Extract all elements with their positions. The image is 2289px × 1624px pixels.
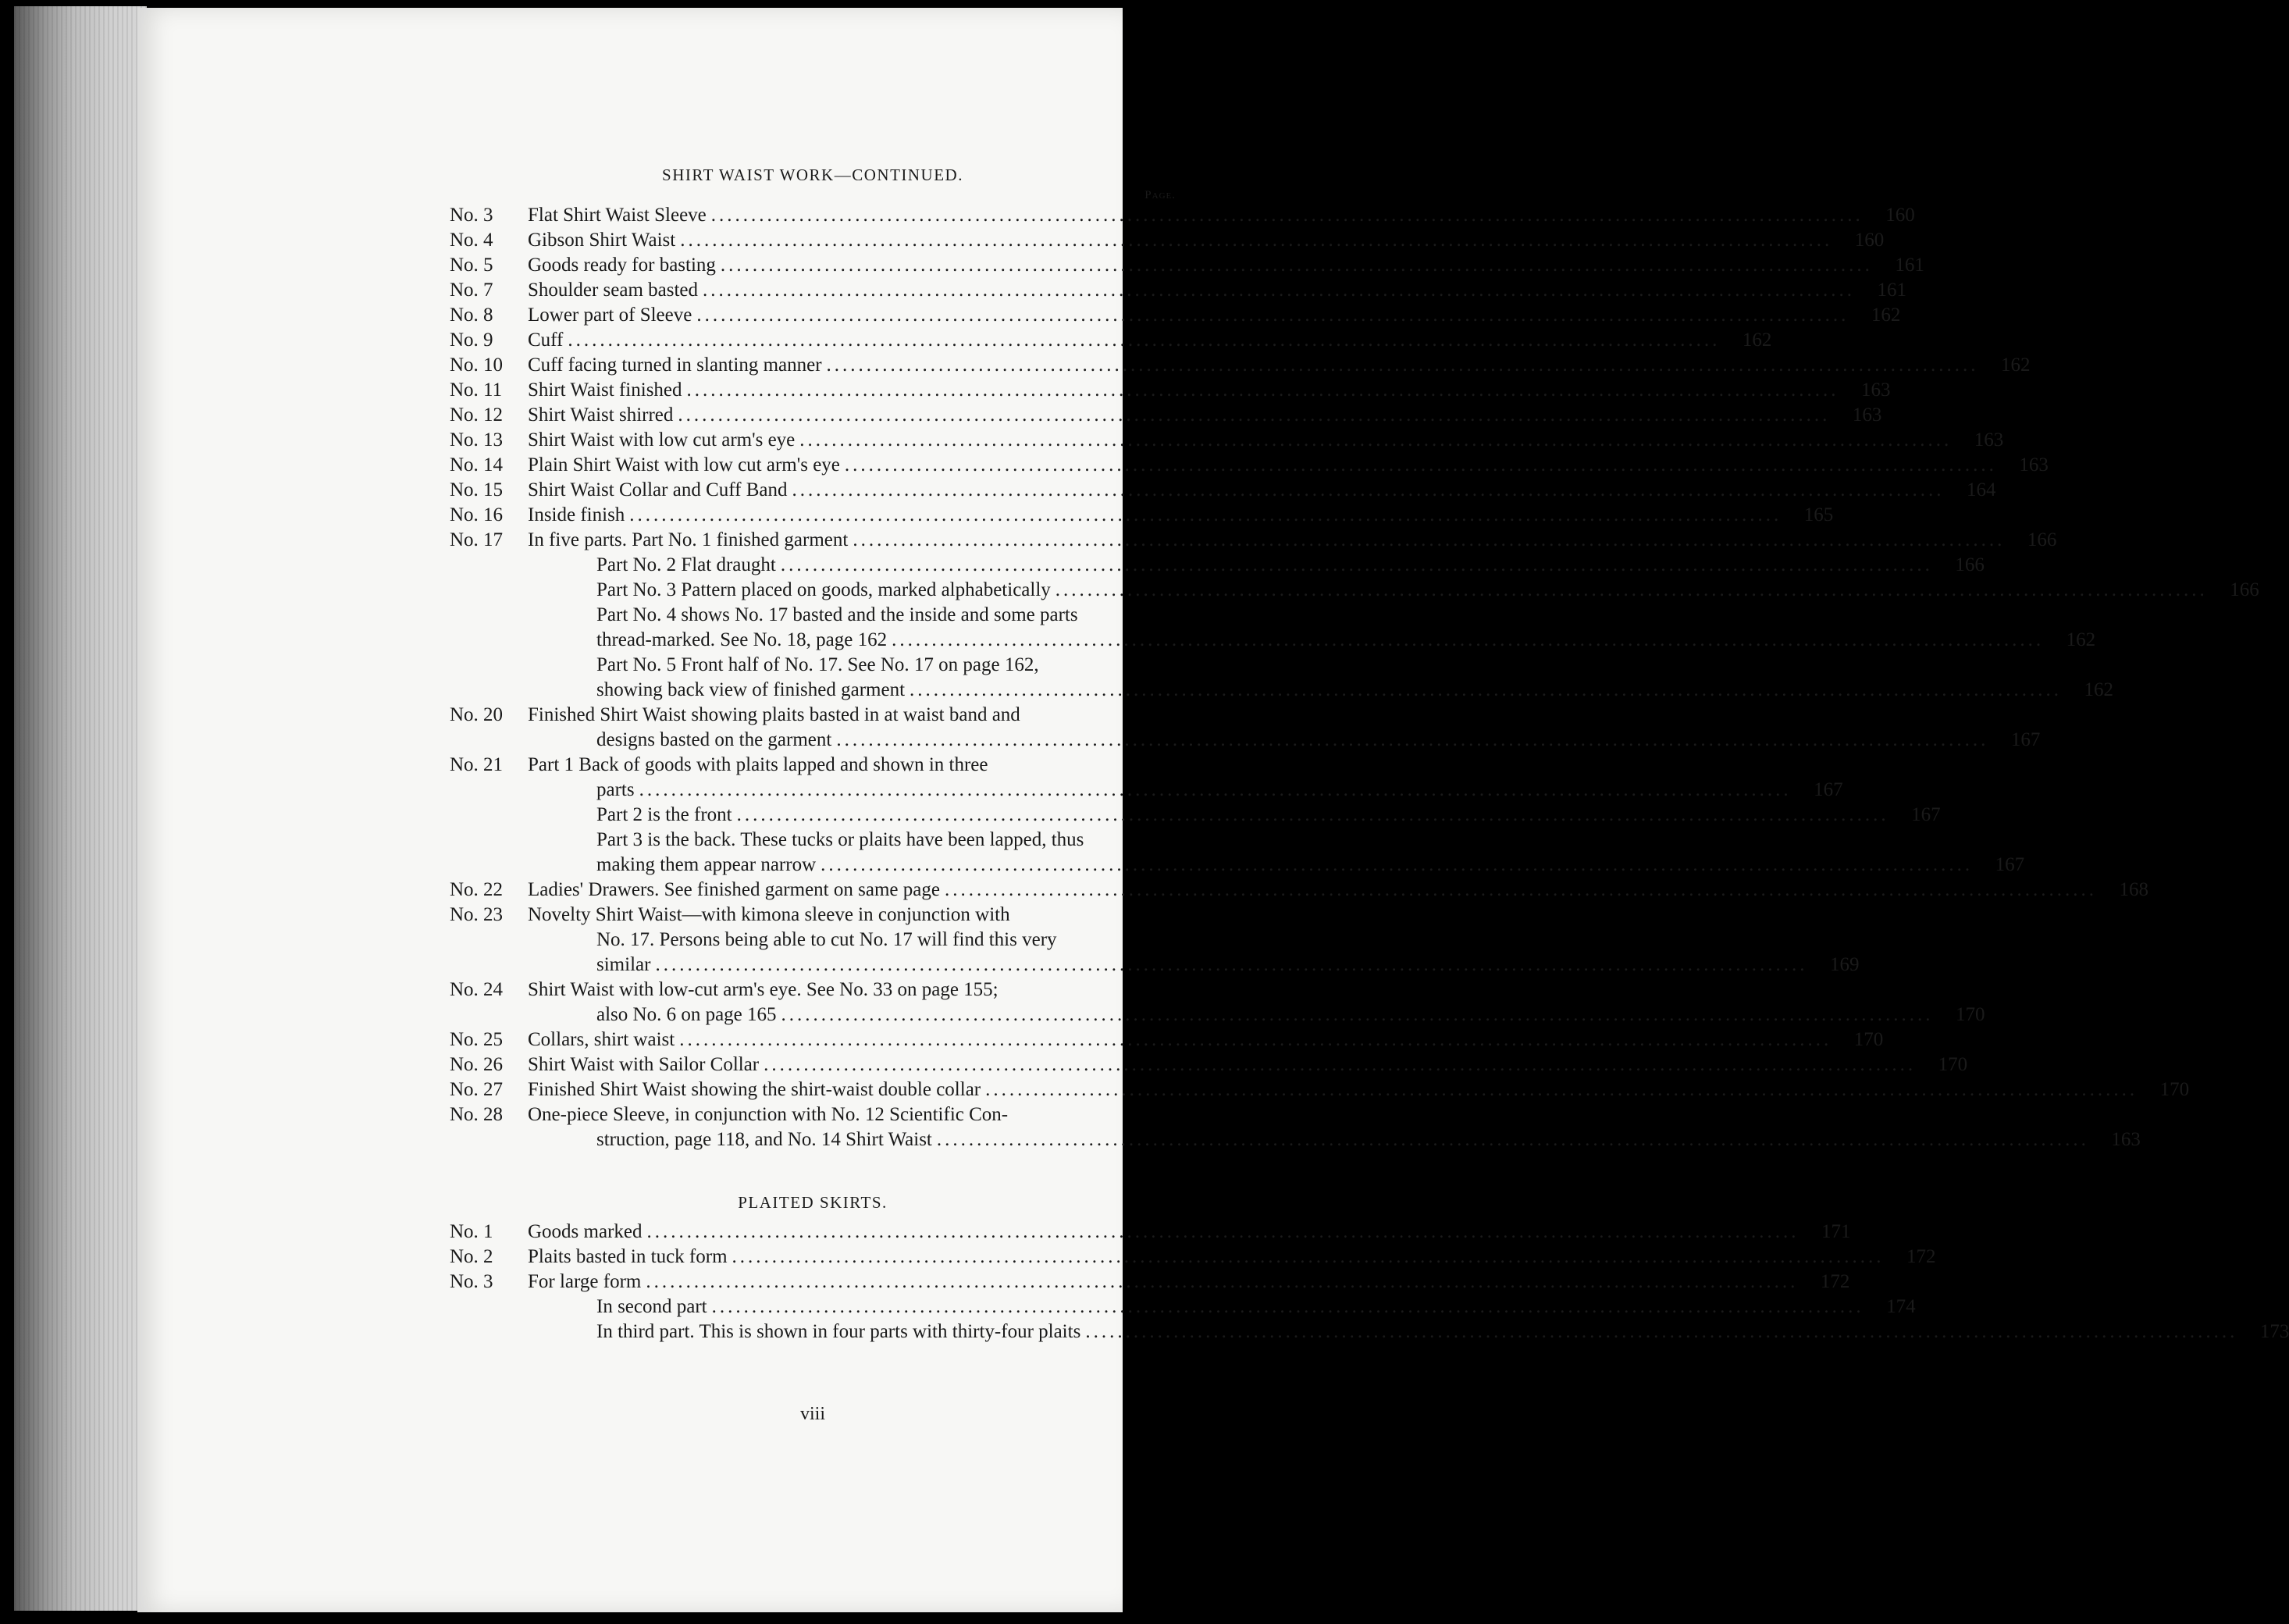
entry-page-number: 167 [1814, 779, 1843, 800]
entry-text: Shirt Waist with low cut arm's eye [528, 429, 796, 451]
entry-text: designs basted on the garment [596, 729, 832, 750]
toc-entry [450, 1052, 1968, 1077]
toc-entry-line [450, 703, 1176, 728]
entry-text: In five parts. Part No. 1 finished garment [528, 529, 849, 550]
entry-number: No. 24 [450, 979, 504, 1000]
entry-page-number: 172 [1906, 1246, 1936, 1267]
entry-text: In third part. This is shown in four parts with thirty-four plaits [596, 1321, 1081, 1342]
entry-number: No. 27 [450, 1079, 504, 1100]
entry-text: Part 1 Back of goods with plaits lapped and shown in three [528, 754, 988, 775]
entry-text: One-piece Sleeve, in conjunction with No. 12 Scientific Con- [528, 1104, 1009, 1125]
book-page-edges [14, 6, 147, 1611]
shirt-waist-entries [450, 203, 2259, 1152]
leader-dots [821, 853, 1973, 878]
entry-number: No. 22 [450, 879, 504, 900]
entry-page-number: 164 [1966, 479, 1996, 500]
toc-entry [450, 453, 2049, 478]
leader-dots [1056, 578, 2208, 603]
entry-page-number: 170 [2159, 1079, 2190, 1100]
leader-dots [845, 453, 1997, 478]
toc-entry [450, 503, 1834, 528]
toc-entry [450, 403, 1882, 428]
entry-text: Lower part of Sleeve [528, 304, 692, 326]
entry-text: Goods marked [528, 1221, 643, 1242]
leader-dots [680, 228, 1832, 253]
entry-number: No. 13 [450, 429, 504, 451]
leader-dots [568, 328, 1720, 353]
entry-number: No. 14 [450, 454, 504, 475]
table-of-contents [450, 162, 2289, 1424]
page-number: viii [799, 1404, 825, 1424]
entry-text: parts [596, 779, 635, 800]
entry-text: Shoulder seam basted [528, 280, 699, 301]
entry-text: Flat Shirt Waist Sleeve [528, 205, 707, 226]
toc-entry [450, 678, 2114, 703]
entry-page-number: 165 [1803, 504, 1834, 525]
entry-page-number: 168 [2119, 879, 2148, 900]
entry-text: Cuff facing turned in slanting manner [528, 354, 822, 376]
entry-number: No. 8 [450, 304, 493, 326]
leader-dots [732, 1245, 1885, 1270]
leader-dots [781, 553, 1933, 578]
entry-text: Shirt Waist with low-cut arm's eye. See No. 33 on page 155; [528, 979, 999, 1000]
entry-text: Goods ready for basting [528, 255, 716, 276]
entry-page-number: 163 [2019, 454, 2049, 475]
leader-dots [712, 1295, 1864, 1320]
entry-number: No. 9 [450, 329, 493, 351]
toc-entry-line [450, 653, 1176, 678]
leader-dots [678, 403, 1830, 428]
entry-number: No. 25 [450, 1029, 504, 1050]
entry-page-number: 169 [1829, 954, 1860, 975]
toc-entry-line [450, 1102, 1176, 1127]
entry-number: No. 16 [450, 504, 504, 525]
toc-entry-line [450, 603, 1176, 628]
entry-page-number: 167 [1995, 854, 2025, 875]
leader-dots [827, 353, 1979, 378]
entry-text: For large form [528, 1271, 642, 1292]
entry-number: No. 3 [450, 205, 493, 226]
toc-entry [450, 1127, 2141, 1152]
entry-page-number: 172 [1820, 1271, 1850, 1292]
toc-entry [450, 953, 1860, 978]
entry-page-number: 162 [1871, 304, 1901, 326]
entry-page-number: 163 [1974, 429, 2004, 451]
entry-text: In second part [596, 1296, 707, 1317]
toc-entry [450, 578, 2259, 603]
entry-page-number: 174 [1886, 1296, 1916, 1317]
leader-dots [1085, 1320, 2237, 1344]
toc-entry [450, 328, 1772, 353]
leader-dots [836, 728, 1988, 753]
entry-text: Shirt Waist shirred [528, 404, 674, 426]
entry-text: Part 3 is the back. These tucks or plaits have been lapped, thus [596, 829, 1084, 850]
entry-text: Shirt Waist finished [528, 379, 682, 401]
toc-entry-line [450, 928, 1176, 953]
toc-entry [450, 1003, 1985, 1027]
toc-entry-line [450, 903, 1176, 928]
entry-number: No. 15 [450, 479, 504, 500]
entry-text: making them appear narrow [596, 854, 817, 875]
entry-page-number: 162 [2084, 679, 2114, 700]
entry-number: No. 5 [450, 255, 493, 276]
entry-number: No. 26 [450, 1054, 504, 1075]
entry-page-number: 166 [1955, 554, 1985, 575]
leader-dots [910, 678, 2062, 703]
toc-entry [450, 778, 1843, 803]
entry-text: Gibson Shirt Waist [528, 230, 676, 251]
entry-text: Part No. 4 shows No. 17 basted and the inside and some parts [596, 604, 1078, 625]
toc-entry [450, 228, 1885, 253]
entry-page-number: 167 [1911, 804, 1941, 825]
toc-entry [450, 728, 2041, 753]
toc-entry [450, 353, 2031, 378]
entry-page-number: 166 [2027, 529, 2057, 550]
entry-text: Cuff [528, 329, 564, 351]
entry-number: No. 2 [450, 1246, 493, 1267]
entry-text: showing back view of finished garment [596, 679, 906, 700]
toc-entry-line [450, 828, 1176, 853]
entry-text: Ladies' Drawers. See finished garment on same page [528, 879, 940, 900]
entry-page-number: 170 [1853, 1029, 1884, 1050]
section-heading-plaited-skirts: PLAITED SKIRTS. [738, 1193, 888, 1212]
entry-text: Finished Shirt Waist showing the shirt-waist double collar [528, 1079, 981, 1100]
entry-page-number: 162 [2066, 629, 2096, 650]
entry-number: No. 23 [450, 904, 504, 925]
leader-dots [687, 378, 1839, 403]
toc-entry [450, 528, 2057, 553]
leader-dots [696, 303, 1849, 328]
toc-entry [450, 303, 1901, 328]
toc-entry [450, 1245, 1936, 1270]
entry-page-number: 162 [2001, 354, 2031, 376]
entry-text: Shirt Waist Collar and Cuff Band [528, 479, 788, 500]
entry-text: No. 17. Persons being able to cut No. 17 will find this very [596, 929, 1057, 950]
toc-entry [450, 1270, 1850, 1295]
entry-text: struction, page 118, and No. 14 Shirt Waist [596, 1129, 932, 1150]
entry-page-number: 167 [2010, 729, 2041, 750]
entry-number: No. 7 [450, 280, 493, 301]
toc-entry [450, 628, 2096, 653]
toc-entry [450, 478, 1996, 503]
entry-page-number: 160 [1885, 205, 1915, 226]
entry-text: also No. 6 on page 165 [596, 1004, 777, 1025]
entry-page-number: 173 [2259, 1321, 2289, 1342]
toc-entry [450, 378, 1891, 403]
entry-number: No. 11 [450, 379, 503, 401]
entry-text: thread-marked. See No. 18, page 162 [596, 629, 888, 650]
entry-text: Plain Shirt Waist with low cut arm's eye [528, 454, 840, 475]
entry-number: No. 4 [450, 230, 493, 251]
leader-dots [937, 1127, 2089, 1152]
entry-page-number: 171 [1821, 1221, 1851, 1242]
leader-dots [655, 953, 1807, 978]
toc-entry [450, 1295, 1916, 1320]
entry-text: Inside finish [528, 504, 625, 525]
entry-number: No. 21 [450, 754, 504, 775]
leader-dots [737, 803, 1889, 828]
entry-page-number: 160 [1854, 230, 1885, 251]
leader-dots [647, 1220, 1800, 1245]
entry-page-number: 161 [1895, 255, 1924, 276]
toc-entry [450, 278, 1907, 303]
toc-entry [450, 553, 1985, 578]
entry-text: Part No. 5 Front half of No. 17. See No. 17 on page 162, [596, 654, 1039, 675]
leader-dots [711, 203, 1864, 228]
leader-dots [892, 628, 2044, 653]
leader-dots [853, 528, 2005, 553]
entry-number: No. 28 [450, 1104, 504, 1125]
leader-dots [629, 503, 1782, 528]
entry-text: similar [596, 954, 651, 975]
entry-number: No. 20 [450, 704, 504, 725]
toc-entry [450, 253, 1924, 278]
leader-dots [646, 1270, 1798, 1295]
toc-entry [450, 1220, 1851, 1245]
entry-page-number: 162 [1742, 329, 1772, 351]
entry-text: Part 2 is the front [596, 804, 732, 825]
entry-page-number: 166 [2230, 579, 2259, 600]
entry-page-number: 170 [1956, 1004, 1985, 1025]
toc-entry-line [450, 978, 1176, 1003]
leader-dots [721, 253, 1873, 278]
entry-text: Part No. 2 Flat draught [596, 554, 776, 575]
toc-entry [450, 853, 2025, 878]
leader-dots [781, 1003, 1934, 1027]
leader-dots [985, 1077, 2138, 1102]
leader-dots [792, 478, 1944, 503]
toc-entry-line [450, 753, 1176, 778]
toc-entry [450, 1320, 2289, 1344]
entry-page-number: 163 [2111, 1129, 2141, 1150]
entry-text: Novelty Shirt Waist—with kimona sleeve in conjunction with [528, 904, 1010, 925]
leader-dots [764, 1052, 1916, 1077]
toc-entry [450, 428, 2004, 453]
book-page [137, 8, 2289, 1612]
leader-dots [945, 878, 2097, 903]
plaited-skirts-entries [450, 1220, 2289, 1344]
entry-page-number: 163 [1861, 379, 1891, 401]
entry-text: Part No. 3 Pattern placed on goods, marked alphabetically [596, 579, 1051, 600]
entry-number: No. 3 [450, 1271, 493, 1292]
section-heading-shirt-waist: SHIRT WAIST WORK—CONTINUED. [662, 166, 963, 184]
entry-text: Plaits basted in tuck form [528, 1246, 728, 1267]
entry-number: No. 17 [450, 529, 504, 550]
toc-entry [450, 1077, 2190, 1102]
leader-dots [703, 278, 1855, 303]
toc-entry [450, 1027, 1884, 1052]
entry-page-number: 170 [1938, 1054, 1968, 1075]
page-column-label: Page. [1144, 189, 1176, 201]
entry-text: Finished Shirt Waist showing plaits basted in at waist band and [528, 704, 1020, 725]
entry-text: Shirt Waist with Sailor Collar [528, 1054, 760, 1075]
entry-number: No. 10 [450, 354, 504, 376]
entry-number: No. 1 [450, 1221, 493, 1242]
entry-text: Collars, shirt waist [528, 1029, 675, 1050]
entry-page-number: 163 [1852, 404, 1882, 426]
toc-entry [450, 203, 1915, 228]
toc-entry [450, 878, 2148, 903]
entry-number: No. 12 [450, 404, 504, 426]
leader-dots [679, 1027, 1832, 1052]
leader-dots [799, 428, 1952, 453]
toc-entry [450, 803, 1941, 828]
leader-dots [639, 778, 1792, 803]
entry-page-number: 161 [1877, 280, 1907, 301]
